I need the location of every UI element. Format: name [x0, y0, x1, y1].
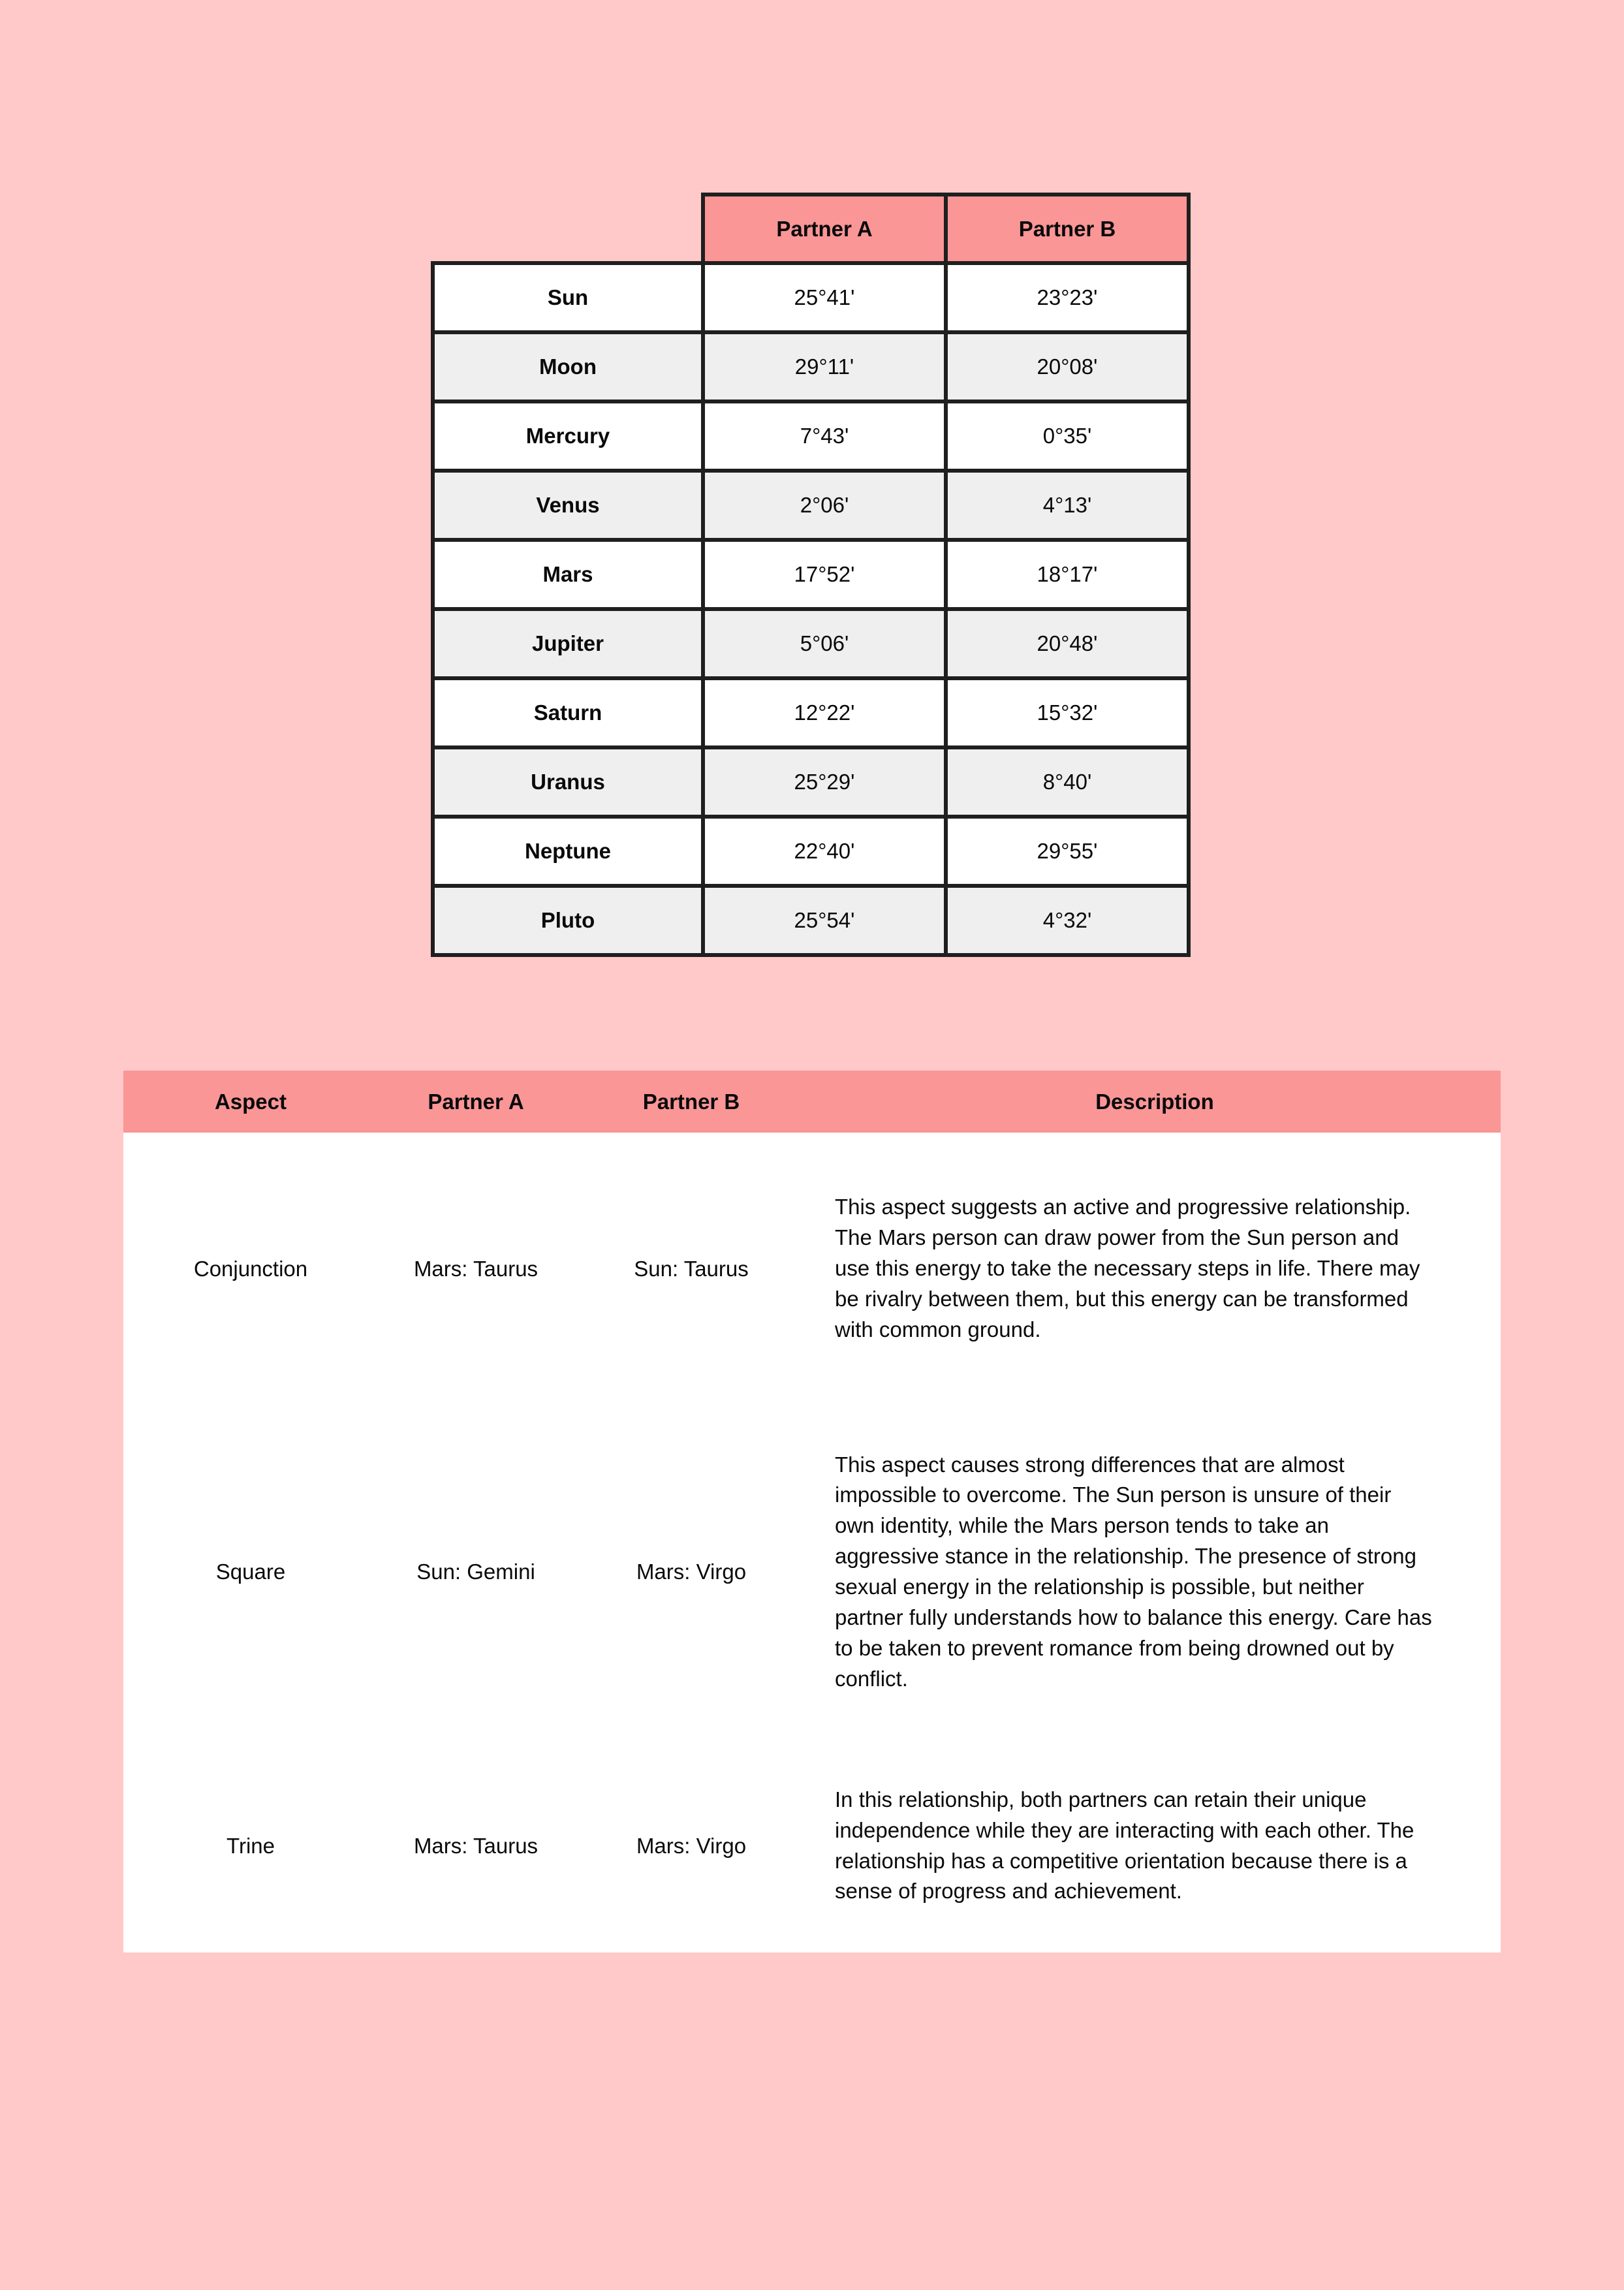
partner-b-value-cell: 4°32': [946, 886, 1189, 955]
aspects-header-partner-a: Partner A: [378, 1071, 574, 1133]
positions-header-row: [433, 195, 1189, 263]
partner-a-value-cell: 29°11': [703, 332, 946, 401]
table-row: [123, 1133, 1501, 1405]
partner-a-value-cell: 2°06': [703, 471, 946, 540]
aspect-name-cell: Conjunction: [123, 1133, 378, 1405]
aspects-header-description: Description: [809, 1071, 1501, 1133]
planet-name-cell: Mars: [433, 540, 703, 609]
partner-b-value-cell: 20°48': [946, 609, 1189, 678]
partner-b-value-cell: 18°17': [946, 540, 1189, 609]
table-row: [433, 747, 1189, 817]
table-row: [433, 817, 1189, 886]
aspect-name-cell: Square: [123, 1405, 378, 1739]
aspect-name-cell: Trine: [123, 1739, 378, 1953]
positions-table: [431, 193, 1191, 957]
positions-corner-spacer: [433, 195, 703, 263]
table-row: [433, 332, 1189, 401]
planet-name-cell: Jupiter: [433, 609, 703, 678]
aspects-header-row: [123, 1071, 1501, 1133]
planet-name-cell: Moon: [433, 332, 703, 401]
aspect-description-cell: In this relationship, both partners can retain their unique independence while they are interacting with each other. The relationship has a competitive orientation because there is a sense of progress and achievement.: [809, 1739, 1501, 1953]
partner-a-value-cell: 12°22': [703, 678, 946, 747]
table-row: [433, 471, 1189, 540]
aspect-partner-a-cell: Mars: Taurus: [378, 1739, 574, 1953]
table-row: [123, 1739, 1501, 1953]
positions-header-partner-a: Partner A: [703, 195, 946, 263]
aspect-partner-b-cell: Mars: Virgo: [574, 1739, 809, 1953]
table-row: [433, 401, 1189, 471]
table-row: [433, 678, 1189, 747]
table-row: [433, 263, 1189, 332]
table-row: [123, 1405, 1501, 1739]
aspects-header-partner-b: Partner B: [574, 1071, 809, 1133]
aspect-description-cell: This aspect suggests an active and progressive relationship. The Mars person can draw power from the Sun person and use this energy to take the necessary steps in life. There may be rivalry between them, but this energy can be transformed with common ground.: [809, 1133, 1501, 1405]
partner-a-value-cell: 7°43': [703, 401, 946, 471]
planet-name-cell: Saturn: [433, 678, 703, 747]
partner-b-value-cell: 0°35': [946, 401, 1189, 471]
partner-a-value-cell: 5°06': [703, 609, 946, 678]
table-row: [433, 886, 1189, 955]
partner-a-value-cell: 25°41': [703, 263, 946, 332]
planet-name-cell: Uranus: [433, 747, 703, 817]
partner-a-value-cell: 17°52': [703, 540, 946, 609]
aspect-partner-b-cell: Sun: Taurus: [574, 1133, 809, 1405]
partner-b-value-cell: 15°32': [946, 678, 1189, 747]
aspect-partner-a-cell: Sun: Gemini: [378, 1405, 574, 1739]
aspects-header-aspect: Aspect: [123, 1071, 378, 1133]
partner-b-value-cell: 29°55': [946, 817, 1189, 886]
planet-name-cell: Pluto: [433, 886, 703, 955]
partner-a-value-cell: 25°29': [703, 747, 946, 817]
partner-b-value-cell: 23°23': [946, 263, 1189, 332]
partner-b-value-cell: 4°13': [946, 471, 1189, 540]
table-row: [433, 540, 1189, 609]
aspects-table: [123, 1071, 1501, 1953]
positions-header-partner-b: Partner B: [946, 195, 1189, 263]
table-row: [433, 609, 1189, 678]
aspect-description-cell: This aspect causes strong differences that are almost impossible to overcome. The Sun person is unsure of their own identity, while the Mars person tends to take an aggressive stance in the relationship. The presence of strong sexual energy in the relationship is possible, but neither partner fully understands how to balance this energy. Care has to be taken to prevent romance from being drowned out by conflict.: [809, 1405, 1501, 1739]
planet-name-cell: Neptune: [433, 817, 703, 886]
partner-b-value-cell: 8°40': [946, 747, 1189, 817]
partner-b-value-cell: 20°08': [946, 332, 1189, 401]
aspect-partner-b-cell: Mars: Virgo: [574, 1405, 809, 1739]
aspect-partner-a-cell: Mars: Taurus: [378, 1133, 574, 1405]
partner-a-value-cell: 25°54': [703, 886, 946, 955]
planet-name-cell: Mercury: [433, 401, 703, 471]
planet-name-cell: Venus: [433, 471, 703, 540]
partner-a-value-cell: 22°40': [703, 817, 946, 886]
planet-name-cell: Sun: [433, 263, 703, 332]
